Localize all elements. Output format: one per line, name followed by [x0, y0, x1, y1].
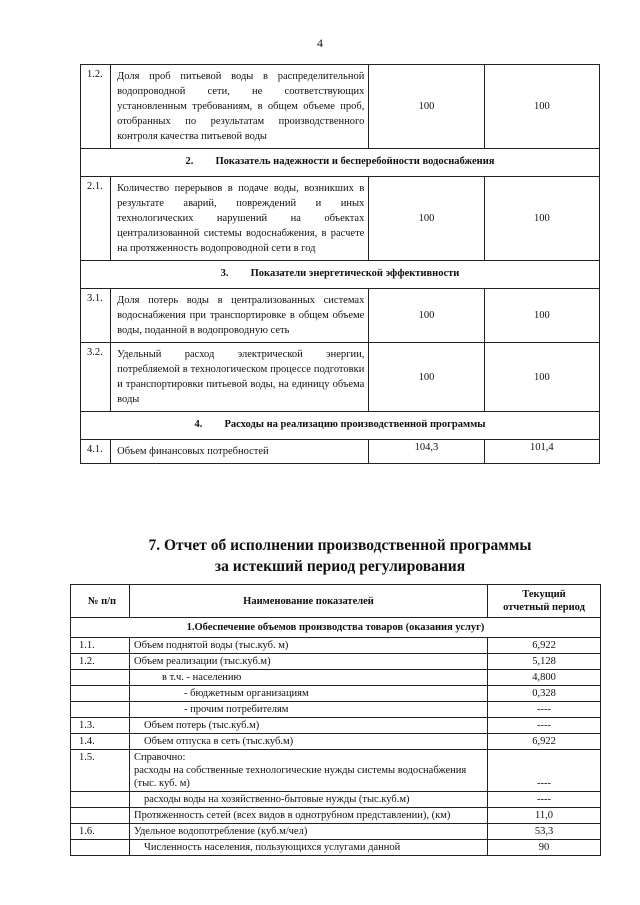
header-num: № п/п [71, 585, 130, 618]
row-value-1: 104,3 [369, 440, 484, 464]
table-row [71, 808, 601, 824]
row-number [71, 670, 130, 686]
table-row [81, 289, 600, 343]
row-number: 3.2. [81, 343, 111, 412]
row-number: 4.1. [81, 440, 111, 464]
row-value-1: 100 [369, 65, 484, 149]
row-name-text: - бюджетным организациям [184, 688, 309, 699]
section-title [81, 261, 600, 289]
section-heading [80, 535, 600, 577]
table-header-row [71, 585, 601, 618]
row-name-text: Объем реализации (тыс.куб.м) [134, 656, 271, 667]
row-name [130, 686, 488, 702]
section-title: 1.Обеспечение объемов производства товаров (оказания услуг) [71, 618, 601, 638]
report-table [70, 584, 601, 856]
row-value-1: 100 [369, 289, 484, 343]
row-value: 90 [488, 840, 601, 856]
header-name: Наименование показателей [130, 585, 488, 618]
row-description: Доля потерь воды в централизованных системах водоснабжения при транспортировке в общем объеме воды, поданной в водопроводную сеть [111, 289, 369, 343]
row-value: ---- [488, 750, 601, 792]
row-value: ---- [488, 792, 601, 808]
section-row [81, 149, 600, 177]
section-row [81, 412, 600, 440]
table-row [71, 840, 601, 856]
table-row [71, 654, 601, 670]
indicators-table [80, 64, 600, 464]
row-description: Доля проб питьевой воды в распределительной водопроводной сети, не соответствующих установленным требованиям, в общем объеме проб, отобранных по результатам производственного контроля качества питьевой воды [111, 65, 369, 149]
row-value: ---- [488, 702, 601, 718]
table-row [81, 343, 600, 412]
row-name-text: Численность населения, пользующихся услугами данной [144, 842, 401, 853]
table-row [71, 824, 601, 840]
section-number: 4. [194, 419, 203, 430]
heading-line-2: за истекший период регулирования [214, 558, 466, 575]
table-row [71, 718, 601, 734]
row-name [130, 840, 488, 856]
row-number [71, 792, 130, 808]
table-row [71, 638, 601, 654]
row-number: 1.3. [71, 718, 130, 734]
table-row [81, 440, 600, 464]
row-name-text: в т.ч. - населению [162, 672, 242, 683]
section-row [71, 618, 601, 638]
section-text: Расходы на реализацию производственной программы [224, 419, 486, 430]
section-title [81, 149, 600, 177]
row-name-text: расходы воды на хозяйственно-бытовые нужды (тыс.куб.м) [144, 794, 410, 805]
row-number: 1.2. [81, 65, 111, 149]
row-name-text: Объем отпуска в сеть (тыс.куб.м) [144, 736, 294, 747]
row-value: 53,3 [488, 824, 601, 840]
row-name [130, 718, 488, 734]
row-number [71, 840, 130, 856]
row-name [130, 670, 488, 686]
table-row [71, 734, 601, 750]
row-value: 6,922 [488, 638, 601, 654]
table-row [71, 792, 601, 808]
row-value-1: 100 [369, 343, 484, 412]
row-description: Объем финансовых потребностей [111, 440, 369, 464]
row-description: Количество перерывов в подаче воды, возникших в результате аварий, повреждений и иных технологических нарушений на объектах централизованной системы водоснабжения, в расчете на протяженность водопроводной сети в год [111, 177, 369, 261]
row-number: 1.2. [71, 654, 130, 670]
row-value: 4,800 [488, 670, 601, 686]
section-number: 2. [185, 156, 194, 167]
row-value-1: 100 [369, 177, 484, 261]
section-row [81, 261, 600, 289]
row-name-text: Протяженность сетей (всех видов в однотрубном представлении), (км) [134, 810, 451, 821]
row-number: 2.1. [81, 177, 111, 261]
heading-line-1: 7. Отчет об исполнении производственной программы [148, 537, 532, 554]
row-value-2: 100 [484, 343, 599, 412]
section-number: 3. [220, 268, 229, 279]
row-number: 3.1. [81, 289, 111, 343]
row-name-text: - прочим потребителям [184, 704, 289, 715]
row-name [130, 702, 488, 718]
row-value: 11,0 [488, 808, 601, 824]
table-row [71, 670, 601, 686]
row-number: 1.6. [71, 824, 130, 840]
row-name-text: Объем поднятой воды (тыс.куб. м) [134, 640, 289, 651]
row-name-text: Справочно: расходы на собственные технологические нужды системы водоснабжения (тыс. куб. м) [134, 752, 467, 789]
table-row [71, 702, 601, 718]
row-value-2: 100 [484, 177, 599, 261]
row-name [130, 808, 488, 824]
row-value-2: 101,4 [484, 440, 599, 464]
row-number [71, 808, 130, 824]
row-name [130, 654, 488, 670]
row-number: 1.5. [71, 750, 130, 792]
page-number: 4 [317, 36, 323, 50]
row-value-2: 100 [484, 289, 599, 343]
row-value: 6,922 [488, 734, 601, 750]
row-name [130, 638, 488, 654]
row-name [130, 792, 488, 808]
section-title [81, 412, 600, 440]
table-row [81, 177, 600, 261]
row-description: Удельный расход электрической энергии, потребляемой в технологическом процессе подготовки и транспортировки питьевой воды, на единицу объема воды [111, 343, 369, 412]
table-row [81, 65, 600, 149]
row-name-text: Удельное водопотребление (куб.м/чел) [134, 826, 308, 837]
row-number: 1.1. [71, 638, 130, 654]
header-period [488, 585, 601, 618]
row-number [71, 702, 130, 718]
row-value: ---- [488, 718, 601, 734]
header-period-line-2: отчетный период [503, 602, 585, 613]
row-name-text: Объем потерь (тыс.куб.м) [144, 720, 260, 731]
row-value: 0,328 [488, 686, 601, 702]
row-number [71, 686, 130, 702]
section-text: Показатель надежности и бесперебойности водоснабжения [215, 156, 495, 167]
row-name [130, 824, 488, 840]
row-name [130, 734, 488, 750]
header-period-line-1: Текущий [522, 589, 566, 600]
table-row [71, 686, 601, 702]
row-name [130, 750, 488, 792]
table-row [71, 750, 601, 792]
row-value: 5,128 [488, 654, 601, 670]
row-value-2: 100 [484, 65, 599, 149]
row-number: 1.4. [71, 734, 130, 750]
section-text: Показатели энергетической эффективности [250, 268, 460, 279]
